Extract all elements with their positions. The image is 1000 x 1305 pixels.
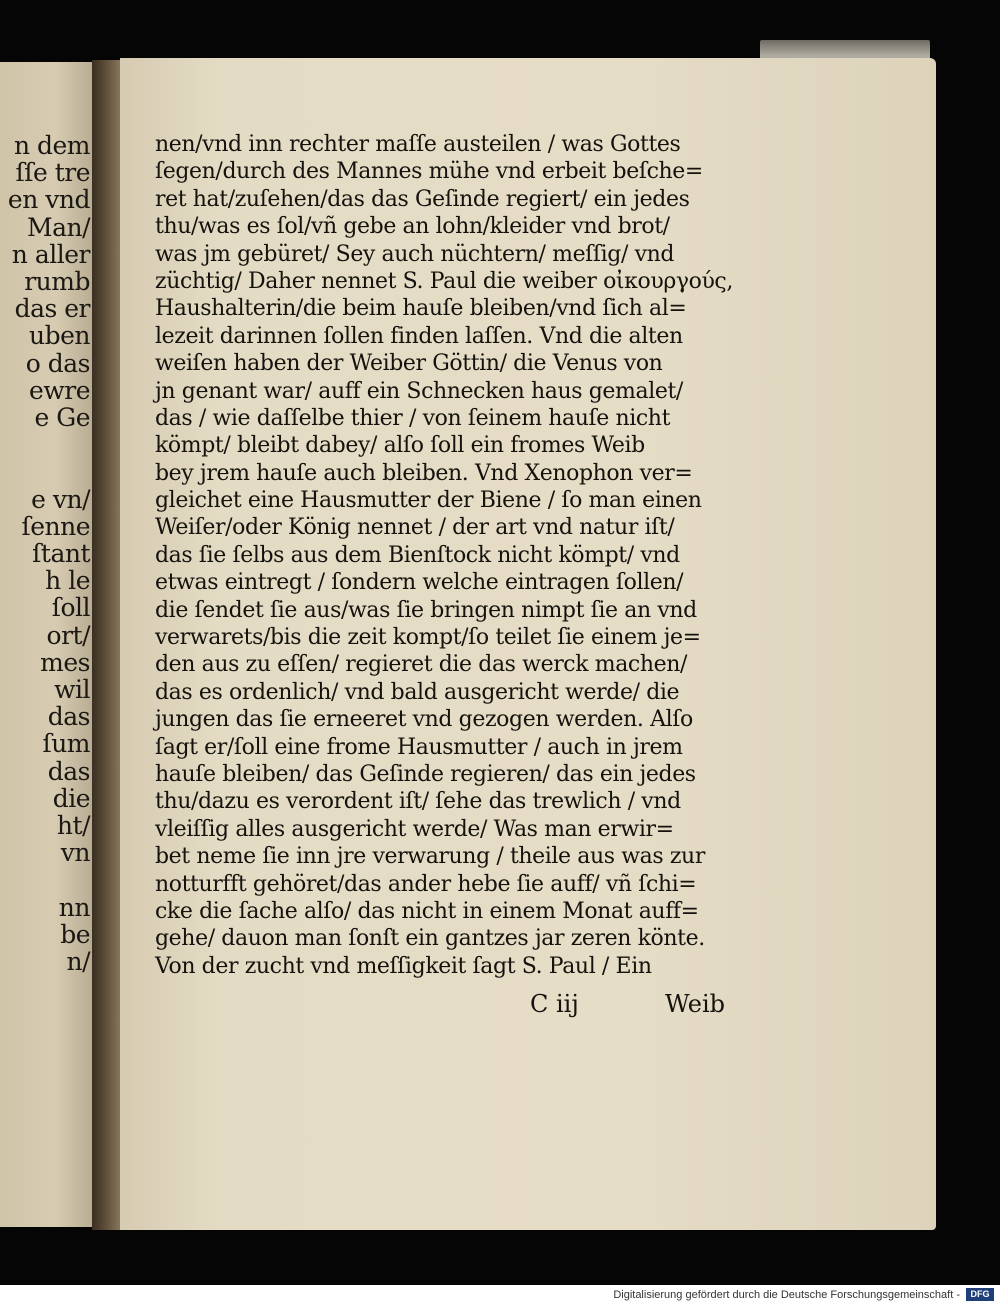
- left-page-line: wil: [54, 675, 90, 704]
- text-line: ſegen/durch des Mannes mühe vnd erbeit beſche=: [155, 159, 703, 185]
- text-line: ſagt er/ſoll eine frome Hausmutter / auch in jrem: [155, 734, 683, 760]
- left-page-line: n/: [66, 947, 90, 976]
- left-page-line: die: [52, 783, 90, 813]
- left-page-line: Man/: [26, 212, 90, 242]
- footer-bar: [0, 1285, 1000, 1305]
- text-line: das / wie daſſelbe thier / von ſeinem hauſe nicht: [155, 405, 671, 431]
- text-line: gehe/ dauon man ſonſt ein gantzes jar zeren könte.: [155, 926, 705, 952]
- left-page-line: mes: [40, 647, 90, 677]
- text-line: cke die ſache alſo/ das nicht in einem Monat auff=: [155, 898, 699, 924]
- page-bottom-line: [155, 990, 735, 1020]
- left-page-line: ſtant: [32, 539, 90, 568]
- page-text: [155, 131, 735, 980]
- text-line: etwas eintregt / ſondern welche eintragen ſollen/: [155, 570, 684, 596]
- dfg-logo-icon: DFG: [966, 1288, 994, 1301]
- text-line: Von der zucht vnd meſſigkeit ſagt S. Paul / Ein: [155, 953, 652, 979]
- left-page-line: nn: [58, 892, 90, 922]
- left-page-line: h le: [45, 566, 90, 596]
- left-page-line: ht/: [56, 811, 90, 840]
- text-line: kömpt/ bleibt dabey/ alſo ſoll ein fromes Weib: [155, 433, 645, 459]
- text-line: ret hat/zuſehen/das das Geſinde regiert/ ein jedes: [155, 186, 690, 212]
- text-line: Haushalterin/die beim hauſe bleiben/vnd ſich al=: [155, 296, 687, 322]
- left-facing-page: [0, 62, 92, 1227]
- left-page-line: ſoll: [51, 593, 90, 623]
- text-line: jn genant war/ auff ein Schnecken haus gemalet/: [155, 378, 683, 404]
- left-page-line: ſum: [42, 729, 90, 759]
- left-page-line: n aller: [11, 239, 90, 269]
- text-line: bey jrem hauſe auch bleiben. Vnd Xenophon ver=: [155, 460, 693, 486]
- left-page-line: das: [47, 702, 90, 732]
- text-line: das ſie ſelbs aus dem Bienſtock nicht kömpt/ vnd: [155, 542, 680, 568]
- text-line: nen/vnd inn rechter maſſe austeilen / was Gottes: [155, 132, 681, 157]
- left-page-line: e vn/: [31, 484, 90, 514]
- text-line: notturfft gehöret/das ander hebe ſie auff/ vñ ſchi=: [155, 871, 697, 897]
- left-page-line: ort/: [46, 620, 90, 650]
- left-page-line: o das: [25, 348, 90, 378]
- text-line: was jm gebüret/ Sey auch nüchtern/ meſſig/ vnd: [155, 241, 675, 267]
- left-page-line: ſenne: [21, 511, 90, 541]
- text-line: Weiſer/oder König nennet / der art vnd natur iſt/: [155, 515, 675, 541]
- left-page-line: das: [47, 756, 90, 786]
- text-line: thu/dazu es verordent iſt/ ſehe das trewlich / vnd: [155, 789, 681, 815]
- left-page-line: uben: [28, 321, 90, 351]
- book-gutter: [92, 60, 122, 1230]
- text-line: bet neme ſie inn jre verwarung / theile aus was zur: [155, 844, 705, 870]
- left-page-line: e Ge: [34, 403, 90, 432]
- text-line: lezeit darinnen ſollen finden laſſen. Vnd die alten: [155, 323, 683, 349]
- text-line: züchtig/ Daher nennet S. Paul die weiber οἰκουργούς,: [155, 268, 733, 294]
- left-page-line: ewre: [29, 375, 90, 405]
- left-page-line: be: [60, 919, 90, 949]
- text-line: die ſendet ſie aus/was ſie bringen nimpt ſie an vnd: [155, 597, 697, 623]
- text-line: vleiſſig alles ausgericht werde/ Was man erwir=: [155, 816, 674, 842]
- text-line: verwarets/bis die zeit kompt/ſo teilet ſie einem je=: [155, 625, 701, 651]
- text-line: das es ordenlich/ vnd bald ausgericht werde/ die: [155, 679, 680, 705]
- catchword: Weib: [665, 990, 725, 1018]
- left-page-line: vn: [60, 838, 90, 868]
- text-line: jungen das ſie erneeret vnd gezogen werden. Alſo: [155, 707, 693, 733]
- left-page-line: rumb: [24, 267, 90, 296]
- left-page-line: en vnd: [7, 185, 90, 215]
- funding-credit: Digitalisierung gefördert durch die Deutsche Forschungsgemeinschaft -: [613, 1289, 960, 1301]
- text-line: weiſen haben der Weiber Göttin/ die Venus von: [155, 351, 663, 377]
- text-line: thu/was es ſol/vñ gebe an lohn/kleider vnd brot/: [155, 214, 670, 240]
- signature-mark: C iij: [530, 990, 579, 1018]
- text-line: hauſe bleiben/ das Geſinde regieren/ das ein jedes: [155, 761, 696, 787]
- left-page-line: n dem: [13, 131, 90, 160]
- left-page-line: ſſe tre: [15, 158, 90, 188]
- text-line: gleichet eine Hausmutter der Biene / ſo man einen: [155, 488, 702, 514]
- text-line: den aus zu eſſen/ regieret die das werck machen/: [155, 652, 688, 678]
- left-page-line: das er: [14, 294, 90, 324]
